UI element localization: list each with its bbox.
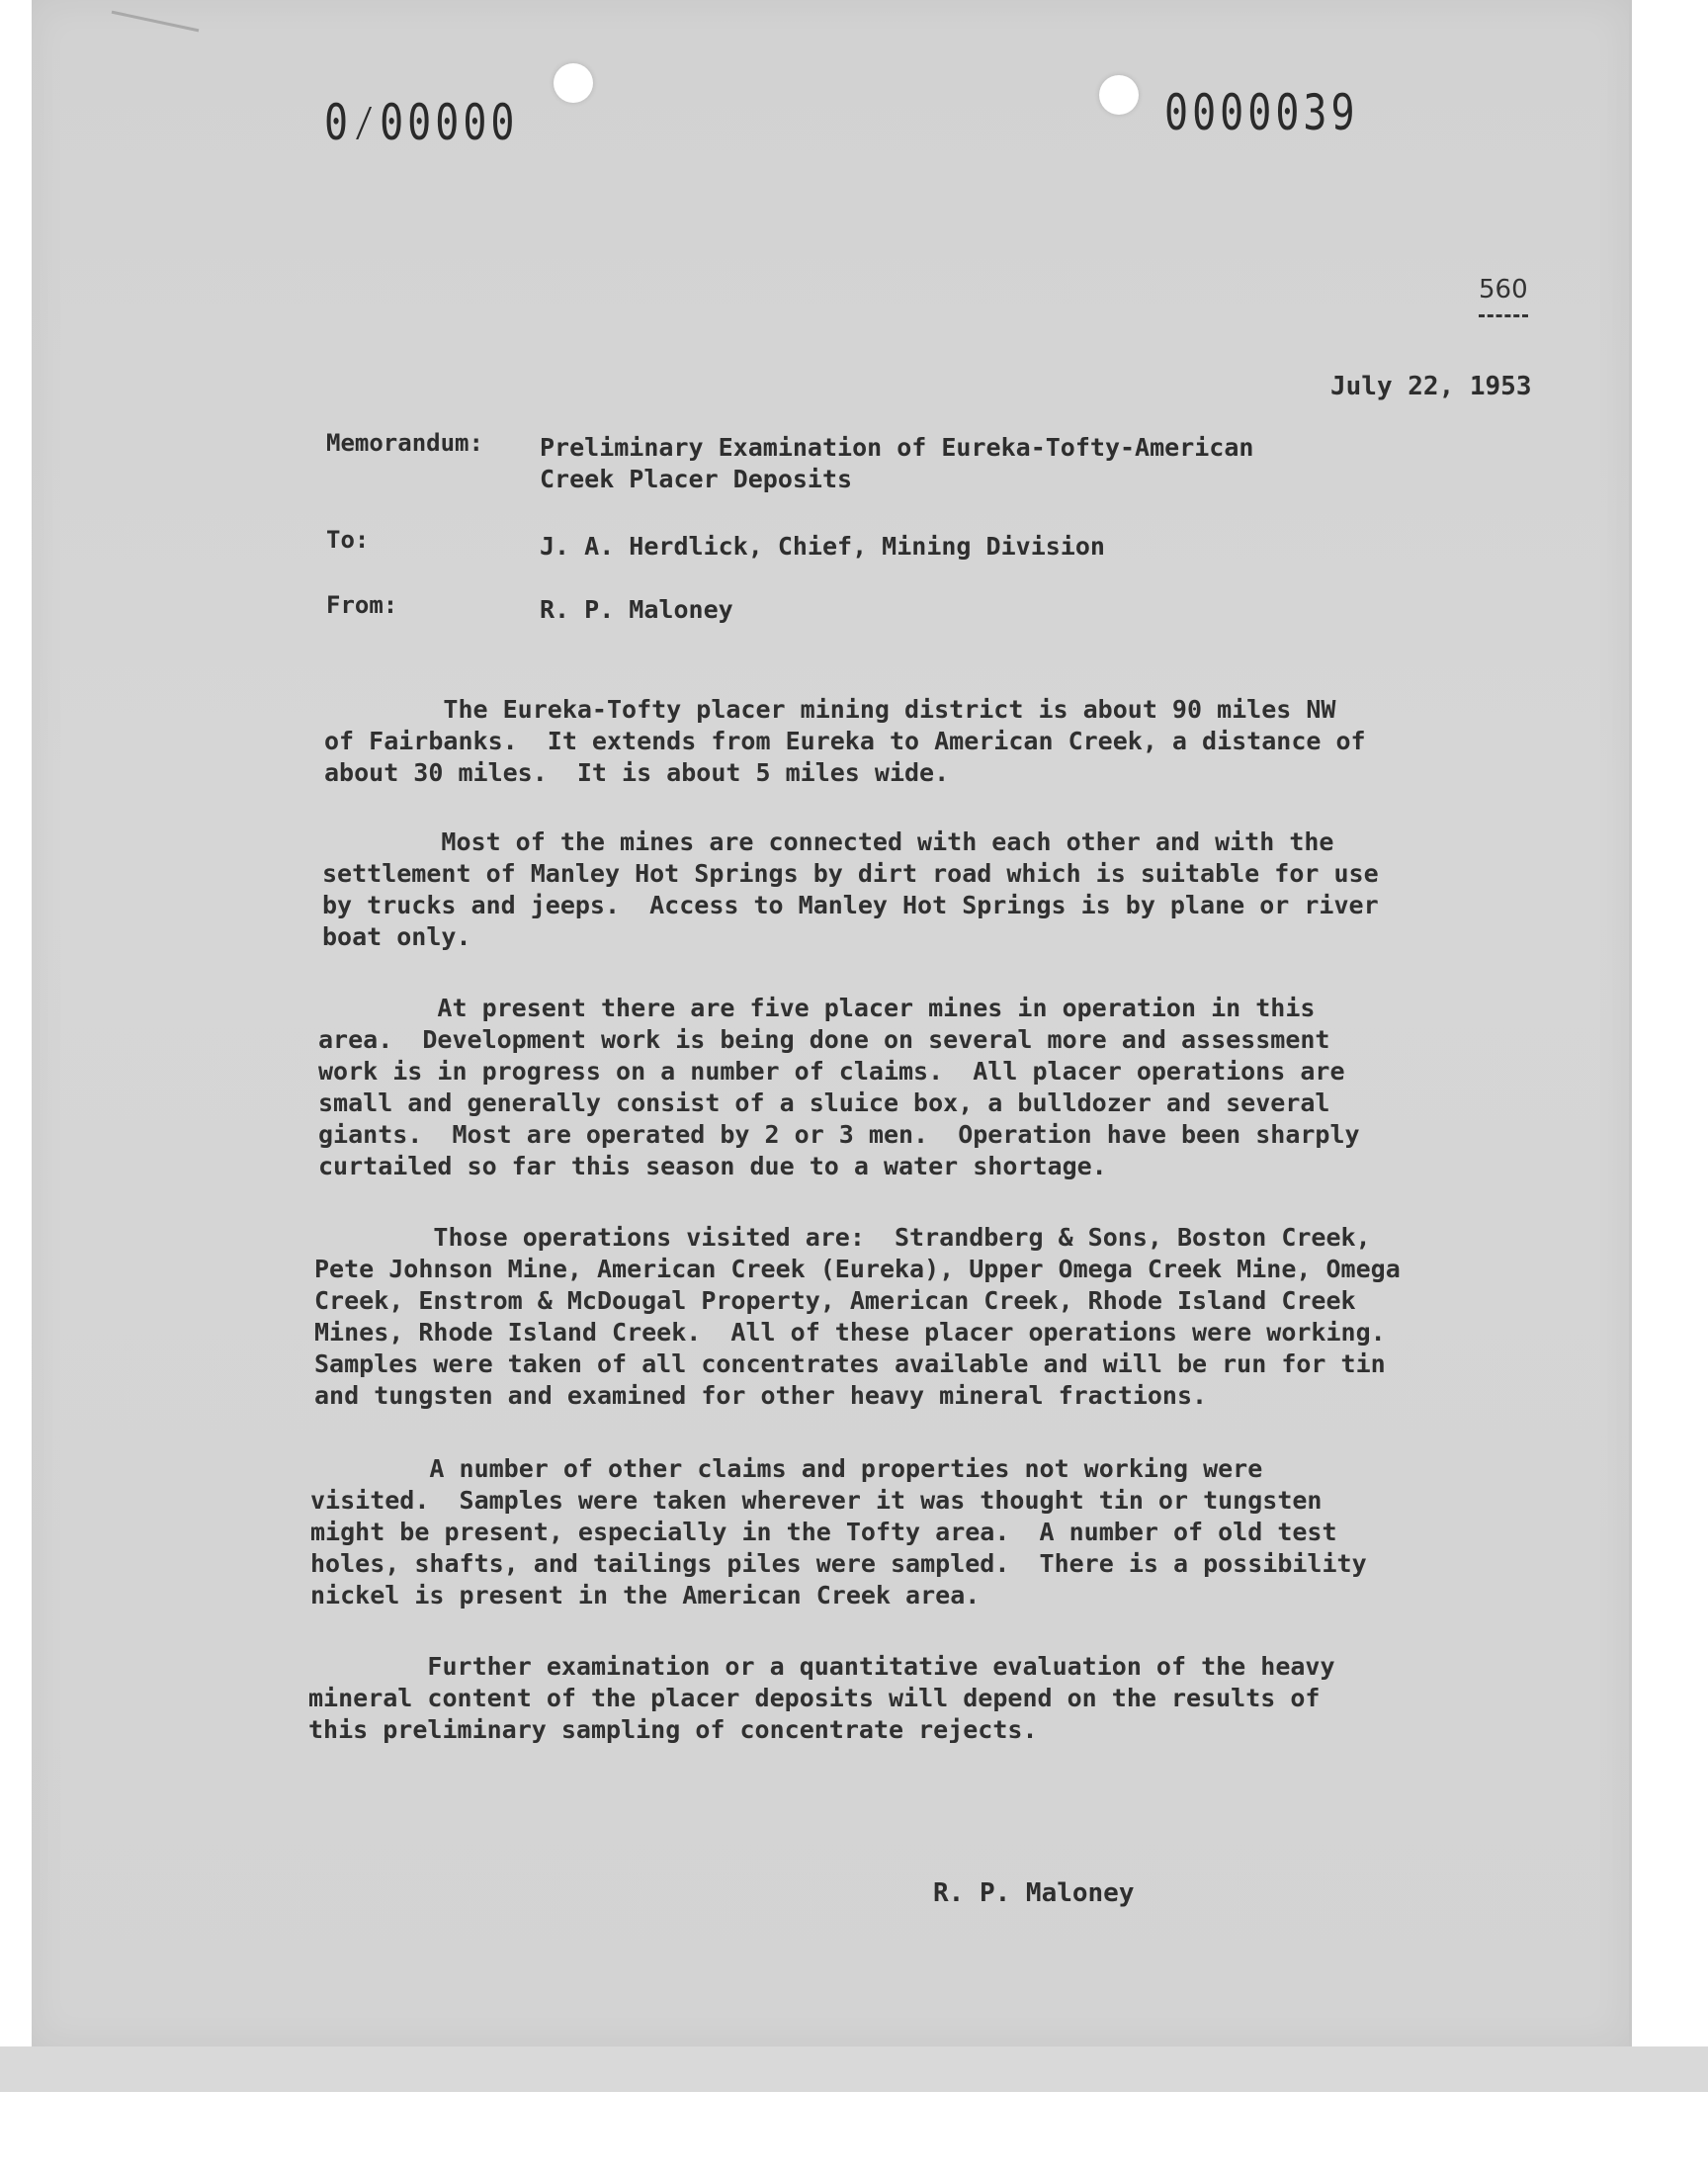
paragraph-further-examination: Further examination or a quantitative evaluation of the heavy mineral content of the placer deposits will depend on the results of this preliminary sampling of concentrate rejects.: [308, 1652, 1335, 1744]
from-label: From:: [326, 591, 398, 619]
corner-mark: [112, 11, 200, 33]
punch-hole-left: [554, 63, 593, 103]
from-value: R. P. Maloney: [540, 595, 733, 624]
to-label: To:: [326, 526, 370, 554]
paragraph-samples: A number of other claims and properties not working were visited. Samples were taken wherever it was thought tin or tungsten might be present, especially in the Tofty area. A number of old test holes, shafts, and tailings piles were sampled. There is a possibility nickel is present in the American Creek area.: [310, 1454, 1367, 1610]
stamp-number-left: 0⁄00000: [324, 95, 519, 152]
punch-hole-right: [1099, 75, 1139, 115]
memo-date: July 22, 1953: [1330, 372, 1532, 401]
memo-sheet: [32, 0, 1632, 2046]
stamp-number-right: 0000039: [1164, 85, 1359, 142]
paragraph-access: Most of the mines are connected with each other and with the settlement of Manley Hot Springs by dirt road which is suitable for use by trucks and jeeps. Access to Manley Hot Springs is by plane or river boat only.: [322, 827, 1379, 951]
memorandum-subject-line2: Creek Placer Deposits: [540, 465, 853, 493]
scan-bottom-edge: [0, 2046, 1708, 2092]
memorandum-subject-line1: Preliminary Examination of Eureka-Tofty-American: [540, 433, 1254, 462]
to-value: J. A. Herdlick, Chief, Mining Division: [540, 532, 1105, 561]
signature-line: R. P. Maloney: [933, 1878, 1135, 1908]
page-reference-underline: [1479, 314, 1528, 317]
page-reference-number: 560: [1479, 275, 1528, 304]
paragraph-operations: At present there are five placer mines in operation in this area. Development work is being done on several more and assessment work is in progress on a number of claims. All placer operations are small and generally consist of a sluice box, a bulldozer and several giants. Most are operated by 2 or 3 men. Operation have been sharply curtailed so far this season due to a water shortage.: [318, 994, 1360, 1180]
paragraph-location: The Eureka-Tofty placer mining district is about 90 miles NW of Fairbanks. It extends from Eureka to American Creek, a distance of about 30 miles. It is about 5 miles wide.: [324, 695, 1366, 787]
memorandum-label: Memorandum:: [326, 429, 483, 457]
paragraph-visited: Those operations visited are: Strandberg & Sons, Boston Creek, Pete Johnson Mine, American Creek (Eureka), Upper Omega Creek Mine, Omega Creek, Enstrom & McDougal Property, American Creek, Rhode Island Creek Mines, Rhode Island Creek. All of these placer operations were working. Samples were taken of all concentrates available and will be run for tin and tungsten and examined for other heavy mineral fractions.: [314, 1223, 1401, 1410]
